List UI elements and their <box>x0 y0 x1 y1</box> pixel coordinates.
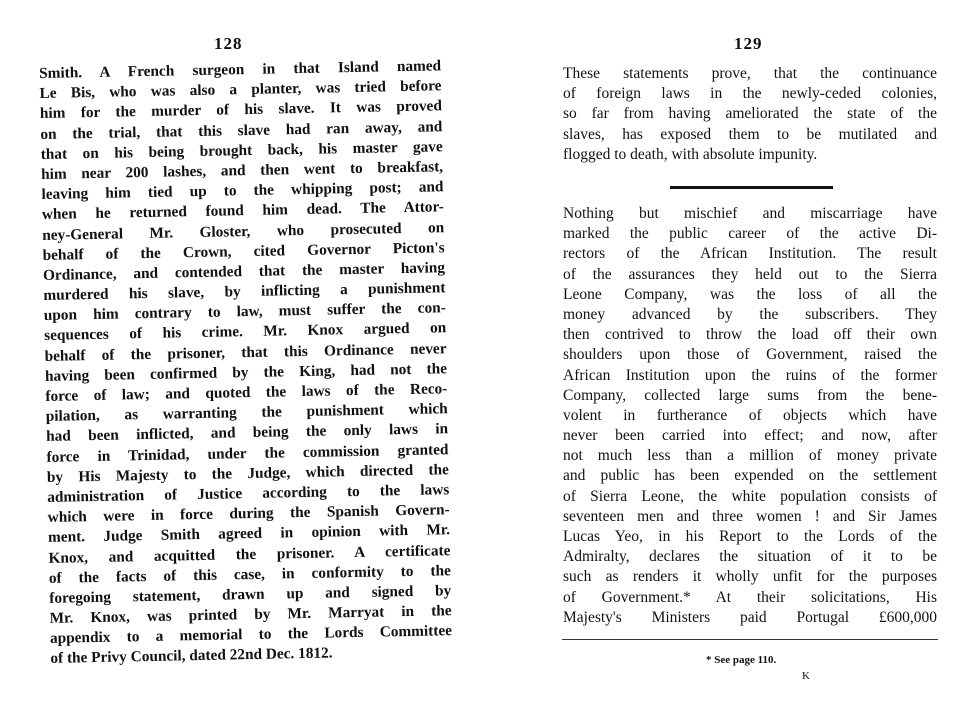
right-page <box>490 0 980 718</box>
text-line: Smith. A French surgeon in that Island named <box>39 57 442 82</box>
text-line: of foreign laws in the newly-ceded colonies, <box>563 85 937 103</box>
text-line: behalf of the Crown, cited Governor Picton's <box>42 238 445 264</box>
left-page-text <box>39 56 453 669</box>
text-line: marked the public career of the active Di- <box>563 225 937 243</box>
footnote-rule <box>562 639 938 640</box>
text-line: had been inflicted, and being the only laws in <box>45 420 449 446</box>
right-paragraph-1 <box>563 64 937 165</box>
text-line: murdered his slave, by inflicting a punishment <box>43 279 446 305</box>
text-line: of the assurances they held out to the Sierra <box>563 265 937 283</box>
text-line: volent in furtherance of objects which have <box>563 406 937 424</box>
text-line: Knox, and acquitted the prisoner. A certificate <box>48 541 451 567</box>
text-line: of Government.* At their solicitations, His <box>563 588 937 606</box>
text-line: such as renders it wholly unfit for the purposes <box>563 568 937 586</box>
signature-mark: K <box>802 670 810 682</box>
text-line: force in Trinidad, under the commission granted <box>46 440 449 466</box>
text-line: behalf of the prisoner, that this Ordinance never <box>44 339 447 365</box>
section-divider <box>670 186 833 189</box>
page-number-right: 129 <box>734 34 763 53</box>
text-line: and public has been expended on the settlement <box>563 467 937 485</box>
text-line: sequences of his crime. Mr. Knox argued on <box>44 319 447 345</box>
text-line: upon him contrary to law, must suffer the con- <box>43 299 446 325</box>
text-line: flogged to death, with absolute impunity. <box>563 145 818 163</box>
text-line: Nothing but mischief and miscarriage have <box>563 205 937 222</box>
text-line: African Institution upon the ruins of the former <box>563 366 937 384</box>
text-line: not much less than a million of money private <box>563 447 937 465</box>
right-paragraph-2 <box>563 204 937 628</box>
text-line: which were in force during the Spanish Govern- <box>47 501 450 527</box>
text-line: appendix to a memorial to the Lords Committee <box>49 622 453 648</box>
text-line: that on his being brought back, his master gave <box>40 138 443 163</box>
text-line: never been carried into effect; and now, after <box>563 427 937 445</box>
text-line: then contrived to throw the load off their own <box>563 326 937 344</box>
text-line: of the facts of this case, in conformity to the <box>48 561 451 587</box>
text-line: him near 200 lashes, and then went to breakfast, <box>40 158 444 183</box>
text-line: seventeen men and three women ! and Sir James <box>563 507 937 525</box>
text-line: Leone Company, was the loss of all the <box>563 285 937 303</box>
text-line: him for the murder of his slave. It was proved <box>39 97 443 123</box>
footnote: * See page 110. <box>706 654 777 666</box>
text-line: Le Bis, who was also a planter, was tried before <box>39 77 442 103</box>
text-line: shoulders upon those of Government, raised the <box>563 346 937 364</box>
text-line: of Sierra Leone, the white population consists of <box>563 487 937 505</box>
text-line: administration of Justice according to the laws <box>47 481 450 506</box>
text-line: of the Privy Council, dated 22nd Dec. 1812. <box>50 644 333 668</box>
text-line: on the trial, that this slave had ran away, and <box>40 117 443 143</box>
text-line: Lucas Yeo, in his Report to the Lords of the <box>563 528 937 545</box>
text-line: foregoing statement, drawn up and signed by <box>49 582 452 607</box>
text-line: Ordinance, and contended that the master having <box>42 259 446 284</box>
text-line: by His Majesty to the Judge, which directed the <box>46 460 450 486</box>
text-line: Mr. Knox, was printed by Mr. Marryat in the <box>49 602 452 627</box>
text-line: so far from having ameliorated the state of the <box>563 105 937 123</box>
text-line: Majesty's Ministers paid Portugal £600,000 <box>563 608 937 626</box>
text-line: leaving him tied up to the whipping post; and <box>41 178 444 204</box>
text-line: pilation, as warranting the punishment which <box>45 400 448 426</box>
text-line: ney-General Mr. Gloster, who prosecuted on <box>42 218 445 244</box>
text-line: slaves, has exposed them to be mutilated and <box>563 125 937 143</box>
text-line: rectors of the African Institution. The result <box>563 245 937 263</box>
text-line: having been confirmed by the King, had not the <box>44 360 448 385</box>
text-line: Company, collected large sums from the bene- <box>563 386 937 404</box>
text-line: ment. Judge Smith agreed in opinion with Mr. <box>47 521 451 547</box>
text-line: These statements prove, that the continuance <box>563 65 937 82</box>
text-line: when he returned found him dead. The Attor- <box>41 198 444 224</box>
page-number-left: 128 <box>214 34 243 53</box>
text-line: force of law; and quoted the laws of the Reco- <box>45 380 448 405</box>
text-line: Admiralty, declares the situation of it to be <box>563 548 937 566</box>
text-line: money advanced by the subscribers. They <box>563 305 937 323</box>
